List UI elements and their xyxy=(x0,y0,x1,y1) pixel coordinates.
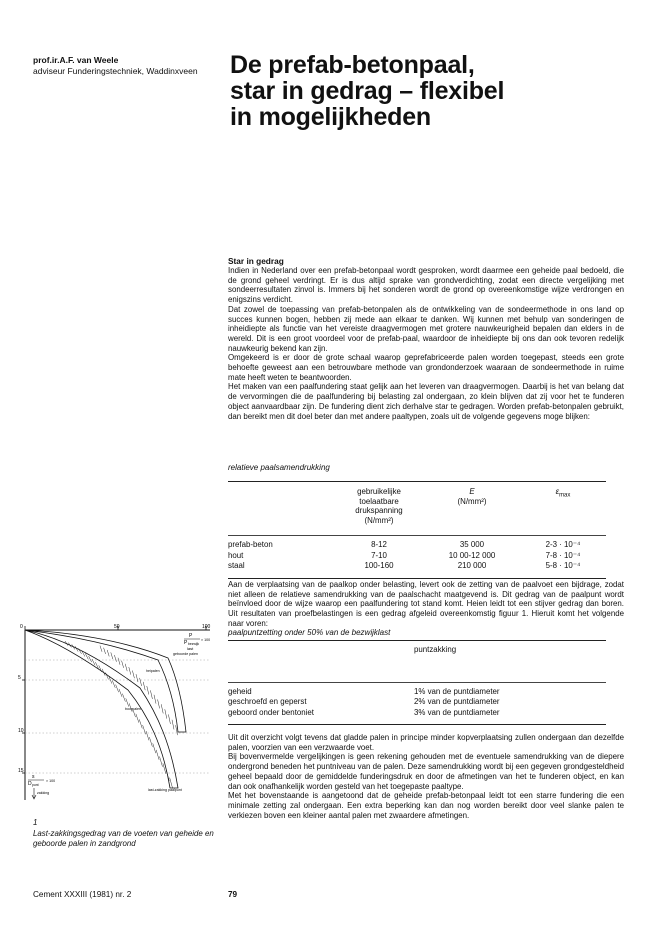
x-tick-100: 100 xyxy=(202,624,211,630)
body-paragraphs-1 xyxy=(228,266,624,421)
table1-cell-E: 10 00-12 000 xyxy=(448,550,496,560)
table-rule xyxy=(228,481,606,482)
title-line-1: De prefab-betonpaal, xyxy=(230,51,475,79)
compression-table xyxy=(228,481,606,581)
curve-label-3: boorpalen xyxy=(125,707,141,711)
curve-label-4: last-zakking paalpunt xyxy=(148,788,182,792)
paragraph-2: Dat zowel de toepassing van prefab-betonpalen als de ontwikkeling van de sondeermethode in ons land op succes kunnen bogen, hebben zij mede aan elkaar te danken. Wij kunnen met behulp van sonderingen de inheidiepte als functie van het vereiste draagvermogen met grotere nauwkeurigheid bepalen dan elders in de wereld. Dit is een groot voordeel voor de prefab-paal, waardoor de inheidiepte bij ons dan ook tevoren redelijk nauwkeurig bekend kan zijn. xyxy=(228,304,624,353)
table-rule xyxy=(228,578,606,579)
settle-label-d: D xyxy=(28,781,32,787)
journal-footer: Cement XXXIII (1981) nr. 2 xyxy=(33,890,132,899)
table1-cell-stress: 8-12 xyxy=(371,540,387,549)
table-rule xyxy=(228,682,606,683)
body-paragraphs-2 xyxy=(228,580,624,629)
band-heipalen xyxy=(25,630,186,732)
paragraph-7: Bij bovenvermelde vergelijkingen is geen rekening gehouden met de eventuele samendrukking van de diepere ondergrond beneden het puntniveau van de palen. Deze samendrukking wordt bij een gegeven grondgesteldheid geheel bepaald door de gemiddelde funderingsdruk en door de afmetingen van het te funderen object, en kan dan ook onafhankelijk worden gesteld van het toegepaste paaltype. xyxy=(228,752,624,791)
paragraph-6: Uit dit overzicht volgt tevens dat gladde palen in principe minder kopverplaatsing zullen ondergaan dan dezelfde palen, voorzien van een verzwaarde voet. xyxy=(228,733,624,752)
author-name: prof.ir.A.F. van Weele xyxy=(33,55,119,65)
title-line-3: in mogelijkheden xyxy=(230,103,431,131)
table2-cell-type: geboord onder bentoniet xyxy=(228,707,314,717)
paragraph-3: Omgekeerd is er door de grote schaal waarop geprefabriceerde palen worden toegepast, steeds een grote behoefte geweest aan een betrouwbare methode van grondonderzoek waaraan de sondeermethode in ruime mate heeft weten te beantwoorden. xyxy=(228,353,624,382)
table2-cell-value: 3% van de puntdiameter xyxy=(414,707,500,717)
table1-cell-eps: 5-8 · 10⁻⁴ xyxy=(545,561,581,570)
table1-head-eps: $\varepsilon_{max}$ xyxy=(555,487,571,499)
load-label-sub: bezwijk xyxy=(188,642,200,646)
table1-cell-eps: 7-8 · 10⁻⁴ xyxy=(545,550,581,560)
curve-label-1: geboorde palen xyxy=(173,652,198,656)
table2-cell-type: geheid xyxy=(228,687,252,696)
band-boorpalen xyxy=(25,630,178,788)
title-line-2: star in gedrag – flexibel xyxy=(230,77,505,105)
settle-axis-word: zakking xyxy=(37,791,50,795)
paragraph-1: Indien in Nederland over een prefab-betonpaal wordt gesproken, wordt daarmee een geheide paal bedoeld, die de grond geheel verdringt. Er is dus altijd sprake van grondverdichting, zodat een directe vergelijking met sondeerresultaten zinvol is. Immers bij het sonderen wordt de grond op overeenkomstige wijze verdrongen en enigszins verdicht. xyxy=(228,266,624,305)
y-tick-15: 15 xyxy=(18,768,24,774)
author-affiliation: adviseur Funderingstechniek, Waddinxveen xyxy=(33,66,198,76)
table1-cell-E: 35 000 xyxy=(459,540,485,549)
load-label-factor: × 100 xyxy=(201,638,211,642)
paragraph-5: Aan de verplaatsing van de paalkop onder belasting, levert ook de zetting van de paalvoet een bijdrage, zodat niet alleen de relatieve samendrukking van de paalschacht maatgevend is. Dit gedrag van de paalpunt wordt beïnvloed door de wijze waarop een paalfundering tot stand komt. Heien leidt tot een stijver gedrag dan boren. Uit resultaten van proefbelastingen is een gedrag afgeleid overeenkomstig figuur 1. Hieruit komt het volgende naar voren: xyxy=(228,580,624,628)
settlement-table xyxy=(228,640,606,730)
table1-cell-E: 210 000 xyxy=(457,561,487,570)
load-label-p: P xyxy=(189,633,193,639)
band-boorpalen-hatching xyxy=(65,641,173,788)
table1-head-e: E (N/mm²) xyxy=(457,487,487,506)
table1-cell-type: staal xyxy=(228,561,245,570)
y-tick-10: 10 xyxy=(18,728,24,734)
settle-label-sub: punt xyxy=(32,783,39,787)
load-label-pb: P xyxy=(184,640,188,646)
table2-cell-value: 2% van de puntdiameter xyxy=(414,697,500,707)
curve-label-2: heipalen xyxy=(146,669,160,673)
figure-caption: Last-zakkingsgedrag van de voeten van geheide en geboorde palen in zandgrond xyxy=(33,829,214,848)
paragraph-8: Met het bovenstaande is aangetoond dat de geheide prefab-betonpaal leidt tot een starre fundering die een minimale zetting zal ondergaan. Een extra beperking kan dan nog worden bereikt door veel slanke palen te verkiezen boven een kleiner aantal palen met zwaardere afmetingen. xyxy=(228,791,624,820)
paragraph-4: Het maken van een paalfundering staat gelijk aan het leveren van draagvermogen. Daarbij is het van belang dat de vervormingen die de paalfundering bij belasting zal ondergaan, zo klein blijven dat zij voor het te funderen object aanvaardbaar zijn. De fundering dient zich derhalve star te gedragen. Worden prefab-betonpalen gebruikt, dan bereikt men dit doel beter dan met andere paaltypen, zoals uit de volgende gegevens moge blijken: xyxy=(228,382,624,421)
section-heading: Star in gedrag xyxy=(228,256,284,266)
table2-cell-type: geschroefd en geperst xyxy=(228,697,307,707)
settle-label-s: s xyxy=(32,774,35,780)
body-paragraphs-3 xyxy=(228,733,624,820)
table1-cell-type: prefab-beton xyxy=(228,540,273,549)
x-tick-50: 50 xyxy=(114,624,120,630)
table2-head: puntzakking xyxy=(414,645,457,654)
table-rule xyxy=(228,724,606,725)
load-settlement-figure xyxy=(18,620,218,805)
table1-cell-type: hout xyxy=(228,550,244,560)
load-label-last: last xyxy=(187,646,194,651)
page-number: 79 xyxy=(228,890,238,899)
table2-caption: paalpuntzetting onder 50% van de bezwijklast xyxy=(228,628,391,637)
table-rule xyxy=(228,535,606,536)
band-heipalen-hatching xyxy=(100,646,178,735)
table2-cell-value: 1% van de puntdiameter xyxy=(414,687,500,696)
settle-label-factor: × 100 xyxy=(46,779,56,783)
table1-head-stress: gebruikelijke toelaatbare drukspanning (N/mm²) xyxy=(355,487,403,525)
table1-cell-stress: 7-10 xyxy=(371,550,387,560)
table1-cell-stress: 100-160 xyxy=(364,561,394,570)
table1-caption: relatieve paalsamendrukking xyxy=(228,463,330,472)
x-tick-0: 0 xyxy=(20,624,23,630)
figure-number: 1 xyxy=(33,818,38,827)
table-rule xyxy=(228,640,606,641)
table1-cell-eps: 2-3 · 10⁻⁴ xyxy=(545,540,581,549)
y-tick-5: 5 xyxy=(18,675,21,681)
article-title xyxy=(230,52,630,130)
